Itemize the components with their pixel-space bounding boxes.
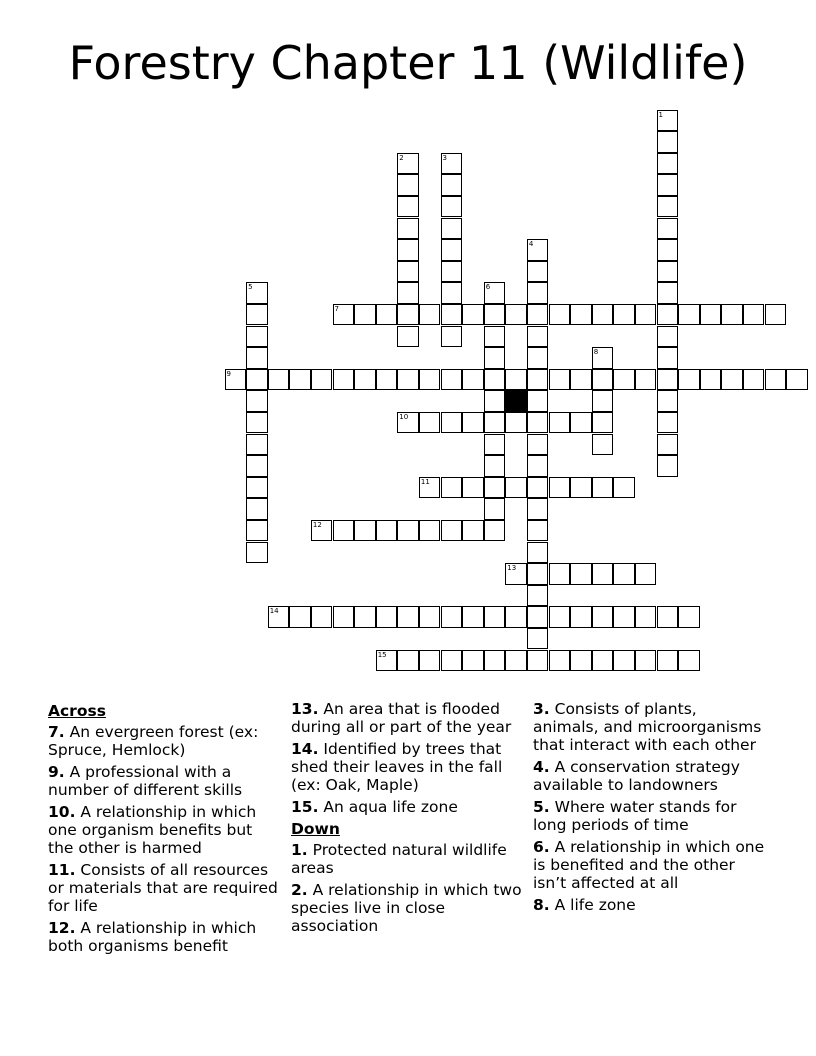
grid-cell[interactable] [592,563,614,585]
grid-cell[interactable] [268,606,290,628]
grid-cell[interactable] [246,390,268,412]
clue-down-1: 1. Protected natural wildlife areas [291,841,507,877]
clue-number-label: 2 [399,153,404,162]
grid-cell[interactable] [397,369,419,391]
grid-cell[interactable] [765,304,787,326]
grid-cell[interactable] [592,606,614,628]
grid-cell[interactable] [570,477,592,499]
grid-cell[interactable] [462,650,484,672]
clue-across-15: 15. An aqua life zone [291,798,458,816]
grid-cell[interactable] [311,369,333,391]
clues-column-2 [291,700,523,939]
grid-cell[interactable] [527,282,549,304]
grid-cell[interactable] [246,455,268,477]
grid-cell[interactable] [419,369,441,391]
grid-cell[interactable] [246,498,268,520]
grid-cell[interactable] [613,563,635,585]
grid-cell[interactable] [246,434,268,456]
grid-cell[interactable] [657,390,679,412]
clue-number-label: 11 [420,477,430,486]
grid-cell[interactable] [419,477,441,499]
grid-cell[interactable] [484,650,506,672]
black-square [505,390,527,412]
grid-cell[interactable] [657,650,679,672]
grid-cell[interactable] [570,304,592,326]
grid-cell[interactable] [527,369,549,391]
grid-cell[interactable] [441,304,463,326]
grid-cell[interactable] [397,218,419,240]
grid-cell[interactable] [441,153,463,175]
grid-cell[interactable] [570,369,592,391]
grid-cell[interactable] [505,477,527,499]
grid-cell[interactable] [527,304,549,326]
grid-cell[interactable] [376,650,398,672]
grid-cell[interactable] [376,520,398,542]
grid-cell[interactable] [657,110,679,132]
clue-number-label: 12 [312,520,322,529]
grid-cell[interactable] [397,153,419,175]
grid-cell[interactable] [765,369,787,391]
grid-cell[interactable] [484,455,506,477]
grid-cell[interactable] [657,131,679,153]
grid-cell[interactable] [592,390,614,412]
grid-cell[interactable] [462,304,484,326]
grid-cell[interactable] [441,218,463,240]
grid-cell[interactable] [484,434,506,456]
clue-number-label: 3 [442,153,447,162]
clue-number-label: 15 [377,650,387,659]
grid-cell[interactable] [592,650,614,672]
grid-cell[interactable] [246,347,268,369]
grid-cell[interactable] [333,606,355,628]
grid-cell[interactable] [397,174,419,196]
grid-cell[interactable] [246,520,268,542]
grid-cell[interactable] [570,563,592,585]
grid-cell[interactable] [311,606,333,628]
grid-cell[interactable] [484,498,506,520]
clues-column-3 [533,700,765,918]
clue-number-label: 7 [334,304,339,313]
grid-cell[interactable] [700,369,722,391]
grid-cell[interactable] [462,606,484,628]
grid-cell[interactable] [419,412,441,434]
clue-number-label: 6 [485,283,491,292]
grid-cell[interactable] [376,606,398,628]
grid-cell[interactable] [700,304,722,326]
grid-cell[interactable] [333,369,355,391]
grid-cell[interactable] [397,239,419,261]
grid-cell[interactable] [289,369,311,391]
clue-number-label: 8 [593,348,599,357]
grid-cell[interactable] [678,369,700,391]
grid-cell[interactable] [441,650,463,672]
clue-down-6: 6. A relationship in which one is benefited and the other isn’t affected at all [533,838,765,892]
grid-cell[interactable] [484,412,506,434]
grid-cell[interactable] [225,369,247,391]
grid-cell[interactable] [397,261,419,283]
grid-cell[interactable] [505,650,527,672]
clue-number-label: 9 [226,369,231,378]
grid-cell[interactable] [570,412,592,434]
grid-cell[interactable] [462,369,484,391]
grid-cell[interactable] [613,477,635,499]
grid-cell[interactable] [592,434,614,456]
grid-cell[interactable] [397,412,419,434]
grid-cell[interactable] [354,606,376,628]
grid-cell[interactable] [592,412,614,434]
clue-down-3: 3. Consists of plants, animals, and microorganisms that interact with each other [533,700,762,754]
down-heading: Down [291,820,340,838]
clue-down-5: 5. Where water stands for long periods of time [533,798,737,834]
grid-cell[interactable] [613,369,635,391]
grid-cell[interactable] [786,369,808,391]
clues-column-1 [48,700,280,959]
grid-cell[interactable] [419,304,441,326]
grid-cell[interactable] [635,650,657,672]
grid-cell[interactable] [505,563,527,585]
grid-cell[interactable] [376,304,398,326]
clue-across-11: 11. Consists of all resources or materials that are required for life [48,861,278,915]
grid-cell[interactable] [484,390,506,412]
grid-cell[interactable] [657,261,679,283]
grid-cell[interactable] [549,606,571,628]
clue-across-14: 14. Identified by trees that shed their leaves in the fall (ex: Oak, Maple) [291,740,503,794]
grid-cell[interactable] [419,650,441,672]
grid-cell[interactable] [268,369,290,391]
grid-cell[interactable] [657,239,679,261]
clue-number-label: 14 [269,607,279,616]
clue-number-label: 5 [248,283,253,292]
grid-cell[interactable] [246,369,268,391]
grid-cell[interactable] [397,304,419,326]
grid-cell[interactable] [505,369,527,391]
grid-cell[interactable] [549,563,571,585]
grid-cell[interactable] [527,434,549,456]
grid-cell[interactable] [441,261,463,283]
grid-cell[interactable] [246,542,268,564]
grid-cell[interactable] [354,520,376,542]
grid-cell[interactable] [635,304,657,326]
grid-cell[interactable] [721,369,743,391]
grid-cell[interactable] [657,434,679,456]
grid-cell[interactable] [635,563,657,585]
clue-number-label: 1 [658,110,663,119]
grid-cell[interactable] [657,282,679,304]
grid-cell[interactable] [376,369,398,391]
grid-cell[interactable] [678,650,700,672]
grid-cell[interactable] [289,606,311,628]
grid-cell[interactable] [441,174,463,196]
grid-cell[interactable] [678,606,700,628]
grid-cell[interactable] [397,650,419,672]
grid-cell[interactable] [354,369,376,391]
grid-cell[interactable] [657,174,679,196]
grid-cell[interactable] [570,606,592,628]
grid-cell[interactable] [246,477,268,499]
grid-cell[interactable] [311,520,333,542]
clue-across-13: 13. An area that is flooded during all or part of the year [291,700,512,736]
grid-cell[interactable] [484,369,506,391]
grid-cell[interactable] [441,196,463,218]
clue-across-10: 10. A relationship in which one organism benefits but the other is harmed [48,803,257,857]
grid-cell[interactable] [246,282,268,304]
grid-cell[interactable] [505,606,527,628]
grid-cell[interactable] [397,606,419,628]
grid-cell[interactable] [549,304,571,326]
grid-cell[interactable] [441,477,463,499]
grid-cell[interactable] [657,369,679,391]
clue-number-label: 10 [399,412,409,421]
grid-cell[interactable] [333,520,355,542]
puzzle-title: Forestry Chapter 11 (Wildlife) [68,36,748,90]
grid-cell[interactable] [657,304,679,326]
grid-cell[interactable] [246,304,268,326]
grid-cell[interactable] [657,412,679,434]
grid-cell[interactable] [484,520,506,542]
grid-cell[interactable] [484,304,506,326]
grid-cell[interactable] [592,347,614,369]
grid-cell[interactable] [441,282,463,304]
clue-across-7: 7. An evergreen forest (ex: Spruce, Hemlock) [48,723,259,759]
grid-cell[interactable] [527,261,549,283]
grid-cell[interactable] [592,369,614,391]
grid-cell[interactable] [592,477,614,499]
grid-cell[interactable] [484,282,506,304]
grid-cell[interactable] [441,412,463,434]
grid-cell[interactable] [549,650,571,672]
grid-cell[interactable] [527,390,549,412]
grid-cell[interactable] [527,520,549,542]
grid-cell[interactable] [635,369,657,391]
grid-cell[interactable] [657,326,679,348]
grid-cell[interactable] [527,412,549,434]
grid-cell[interactable] [441,326,463,348]
grid-cell[interactable] [613,304,635,326]
grid-cell[interactable] [462,520,484,542]
grid-cell[interactable] [505,304,527,326]
clue-number-label: 4 [528,240,534,249]
grid-cell[interactable] [527,347,549,369]
grid-cell[interactable] [570,650,592,672]
clue-across-9: 9. A professional with a number of different skills [48,763,243,799]
grid-cell[interactable] [657,347,679,369]
grid-cell[interactable] [462,477,484,499]
grid-cell[interactable] [527,239,549,261]
grid-cell[interactable] [721,304,743,326]
grid-cell[interactable] [657,606,679,628]
grid-cell[interactable] [484,347,506,369]
grid-cell[interactable] [527,650,549,672]
grid-cell[interactable] [743,304,765,326]
grid-cell[interactable] [397,326,419,348]
grid-cell[interactable] [462,412,484,434]
grid-cell[interactable] [592,304,614,326]
grid-cell[interactable] [354,304,376,326]
grid-cell[interactable] [484,477,506,499]
grid-cell[interactable] [527,542,549,564]
grid-cell[interactable] [613,606,635,628]
grid-cell[interactable] [397,520,419,542]
clue-across-12: 12. A relationship in which both organisms benefit [48,919,257,955]
grid-cell[interactable] [549,369,571,391]
grid-cell[interactable] [484,326,506,348]
grid-cell[interactable] [549,477,571,499]
grid-cell[interactable] [678,304,700,326]
grid-cell[interactable] [419,606,441,628]
grid-cell[interactable] [657,196,679,218]
grid-cell[interactable] [657,153,679,175]
grid-cell[interactable] [441,606,463,628]
grid-cell[interactable] [441,520,463,542]
grid-cell[interactable] [657,218,679,240]
clue-down-2: 2. A relationship in which two species live in close association [291,881,522,935]
grid-cell[interactable] [441,239,463,261]
grid-cell[interactable] [397,196,419,218]
grid-cell[interactable] [527,498,549,520]
grid-cell[interactable] [527,477,549,499]
grid-cell[interactable] [657,455,679,477]
grid-cell[interactable] [549,412,571,434]
across-heading: Across [48,702,106,720]
grid-cell[interactable] [419,520,441,542]
grid-cell[interactable] [527,455,549,477]
grid-cell[interactable] [527,326,549,348]
grid-cell[interactable] [397,282,419,304]
clue-down-4: 4. A conservation strategy available to landowners [533,758,740,794]
grid-cell[interactable] [527,563,549,585]
grid-cell[interactable] [635,606,657,628]
grid-cell[interactable] [613,650,635,672]
grid-cell[interactable] [505,412,527,434]
grid-cell[interactable] [441,369,463,391]
clue-down-8: 8. A life zone [533,896,636,914]
clue-number-label: 13 [507,564,517,573]
grid-cell[interactable] [527,606,549,628]
grid-cell[interactable] [527,628,549,650]
grid-cell[interactable] [246,412,268,434]
grid-cell[interactable] [246,326,268,348]
grid-cell[interactable] [743,369,765,391]
grid-cell[interactable] [333,304,355,326]
grid-cell[interactable] [484,606,506,628]
grid-cell[interactable] [527,585,549,607]
